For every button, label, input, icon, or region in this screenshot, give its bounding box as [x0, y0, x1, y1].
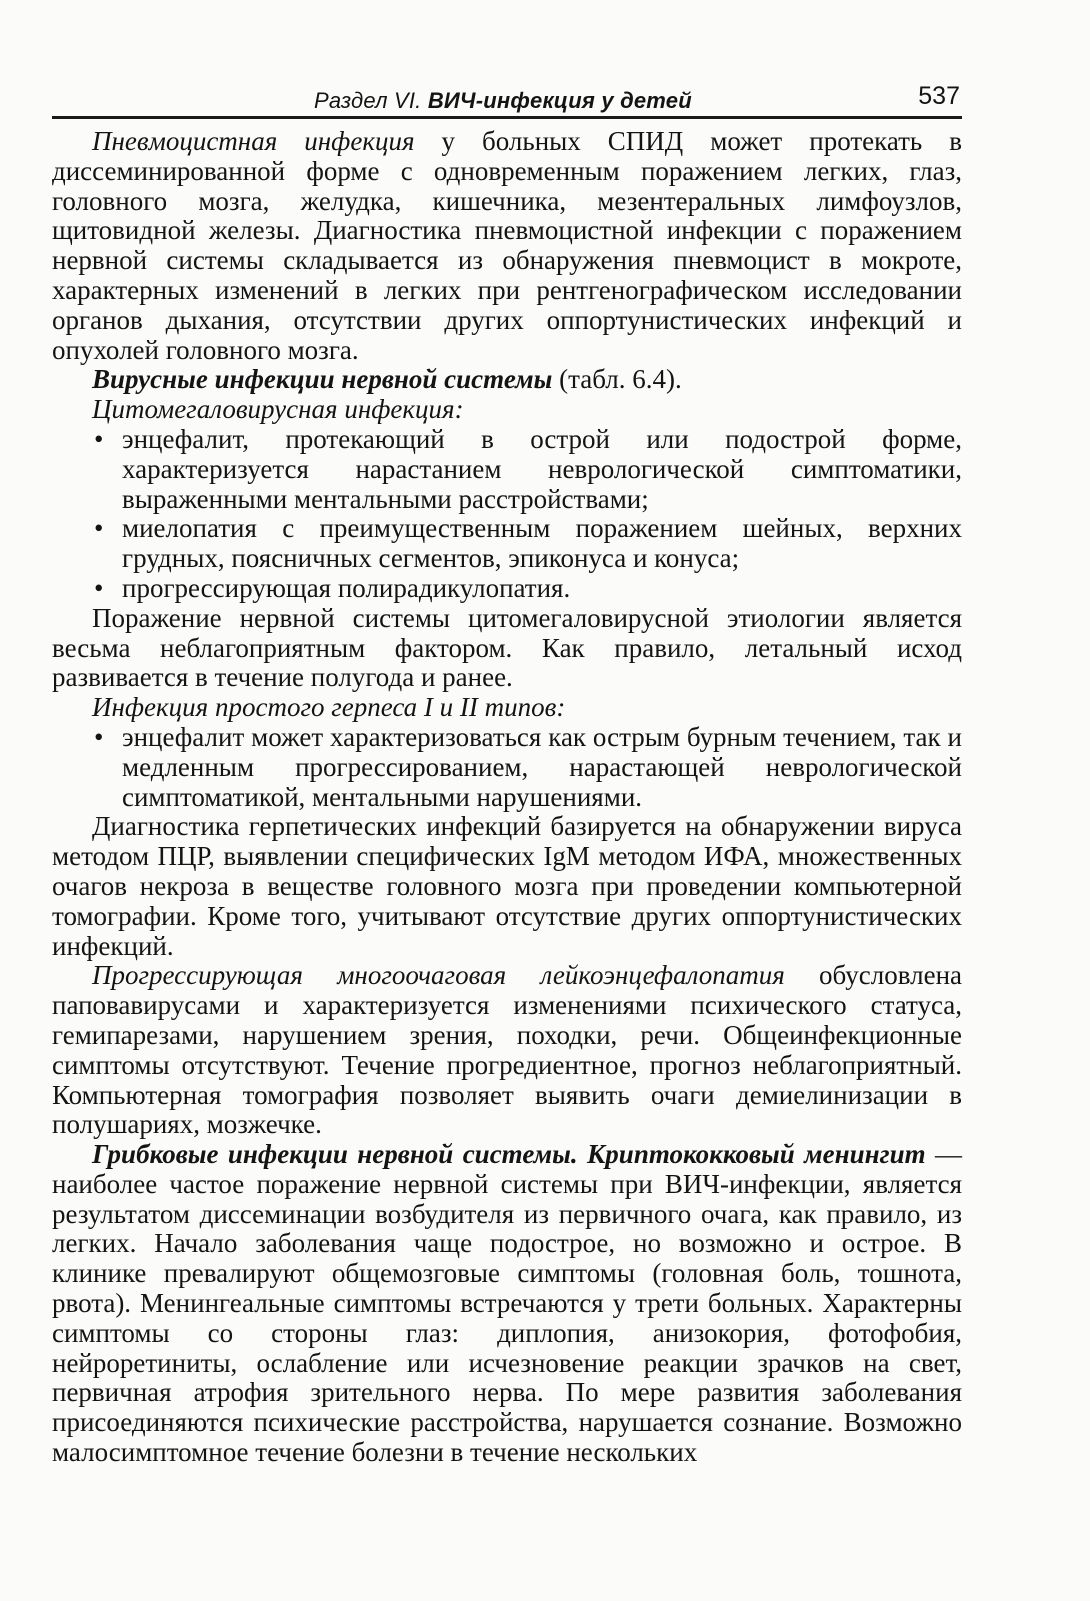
bullet-icon: • — [94, 721, 104, 752]
list-item-text: энцефалит, протекающий в острой или подострой форме, характеризуется нарастанием неврологической симптоматики, выраженными ментальными расстройствами; — [122, 423, 962, 514]
list-item-text: прогрессирующая полирадикулопатия. — [122, 572, 571, 603]
bullet-icon: • — [94, 513, 104, 544]
section-prefix: Раздел VI. — [314, 88, 428, 113]
page-number: 537 — [918, 82, 960, 110]
term-fungal: Грибковые инфекции нервной системы. — [92, 1139, 578, 1170]
term-pml: Прогрессирующая многоочаговая лейкоэнцефалопатия — [92, 960, 785, 991]
list-item-text: миелопатия с преимущественным поражением шейных, верхних грудных, поясничных сегментов, эпиконуса и конуса; — [122, 513, 962, 574]
paragraph-text: обусловлена паповавирусами и характеризуется изменениями психического статуса, гемипарезами, нарушением зрения, походки, речи. Общеинфекционные симптомы отсутствуют. Течение прогредиентное, прогноз неблагоприятный. Компьютерная томография позволяет выявить очаги демиелинизации в полушариях, мозжечке. — [52, 960, 963, 1140]
heading-viral-label: Вирусные инфекции нервной системы — [92, 364, 553, 395]
bullet-icon: • — [94, 423, 104, 454]
heading-cmv: Цитомегаловирусная инфекция: — [92, 394, 464, 425]
term-pneumocystis: Пневмоцистная инфекция — [92, 126, 415, 156]
list-item — [52, 514, 962, 574]
paragraph-pml — [52, 961, 962, 1140]
cmv-list — [52, 425, 962, 604]
section-title — [314, 86, 692, 116]
heading-hsv: Инфекция простого герпеса I и II типов: — [92, 692, 566, 723]
hsv-list — [52, 723, 962, 812]
paragraph-pneumocystis — [52, 127, 962, 365]
paragraph-cmv-outcome: Поражение нервной системы цитомегаловирусной этиологии является весьма неблагоприятным фактором. Как правило, летальный исход развивается в течение полугода и ранее. — [52, 602, 962, 693]
paragraph-fungal — [52, 1140, 962, 1468]
heading-viral-table-ref: (табл. 6.4). — [552, 364, 682, 395]
term-cryptococcal: Криптококковый менингит — [577, 1139, 926, 1170]
list-item — [52, 425, 962, 514]
section-title-bold: ВИЧ-инфекция у детей — [427, 88, 692, 113]
paragraph-hsv-diagnostics: Диагностика герпетических инфекций базируется на обнаружении вируса методом ПЦР, выявлении специфических IgM методом ИФА, множественных очагов некроза в веществе головного мозга при проведении компьютерной томографии. Кроме того, учитывают отсутствие других оппортунистических инфекций. — [52, 811, 962, 961]
list-item-text: энцефалит может характеризоваться как острым бурным течением, так и медленным прогрессированием, нарастающей неврологической симптоматикой, ментальными нарушениями. — [122, 721, 962, 812]
paragraph-text: у больных СПИД может протекать в диссеминированной форме с одновременным поражением легких, глаз, головного мозга, желудка, кишечника, мезентеральных лимфоузлов, щитовидной железы. Диагностика пневмоцистной инфекции с поражением нервной системы складывается из обнаружения пневмоцист в мокроте, характерных изменений в легких при рентгенографическом исследовании органов дыхания, отсутствии других оппортунистических инфекций и опухолей головного мозга. — [52, 126, 962, 365]
paragraph-text: — наиболее частое поражение нервной системы при ВИЧ-инфекции, является результатом диссеминации возбудителя из первичного очага, как правило, из легких. Начало заболевания чаще подострое, но возможно и острое. В клинике превалируют общемозговые симптомы (головная боль, тошнота, рвота). Менингеальные симптомы встречаются у трети больных. Характерны симптомы со стороны глаз: диплопия, анизокория, фотофобия, нейроретиниты, ослабление или исчезновение реакции зрачков на свет, первичная атрофия зрительного нерва. По мере развития заболевания присоединяются психические расстройства, нарушается сознание. Возможно малосимптомное течение болезни в течение нескольких — [52, 1139, 963, 1468]
book-page — [52, 80, 962, 1468]
list-item — [52, 574, 962, 604]
running-header — [52, 80, 962, 119]
heading-viral-infections — [52, 365, 962, 395]
list-item — [52, 723, 962, 812]
bullet-icon: • — [94, 572, 104, 603]
